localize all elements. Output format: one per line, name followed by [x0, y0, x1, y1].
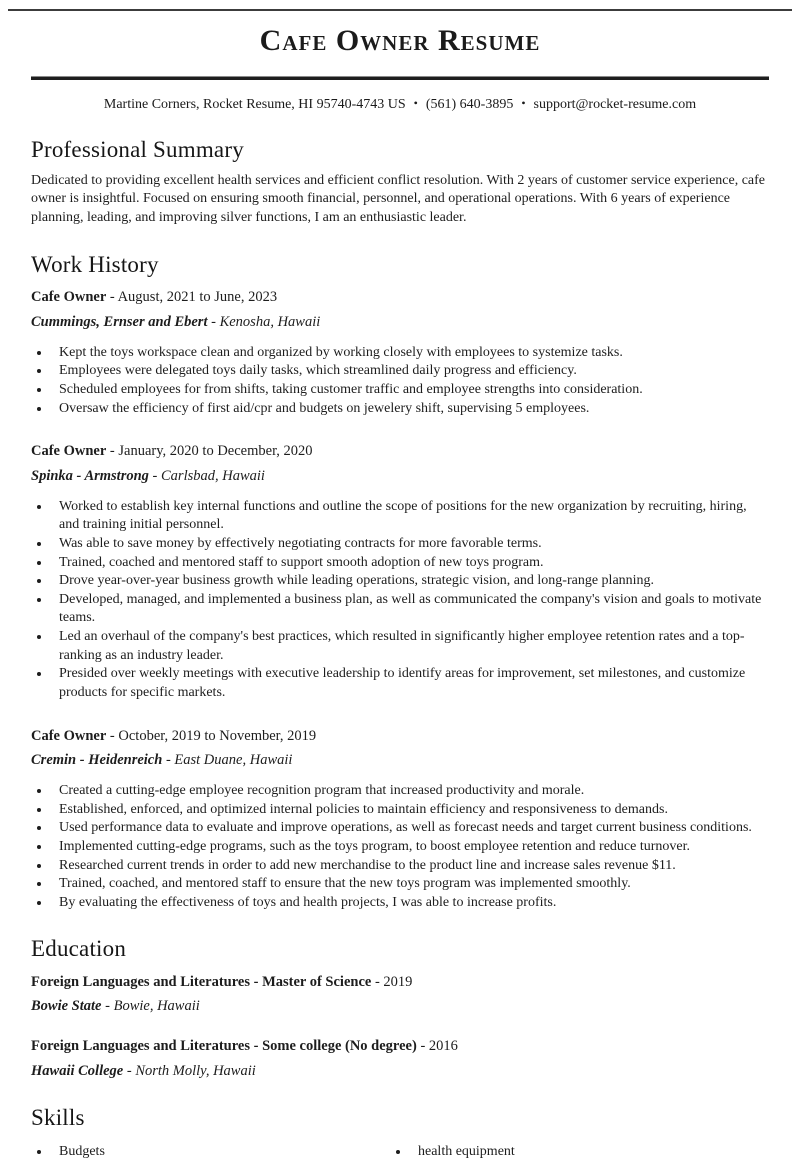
page-title: Cafe Owner Resume [259, 24, 541, 57]
job-bullet: • Drove year-over-year business growth while leading operations, strategic vision, and long-range planning. [51, 572, 769, 591]
dash-separator: - [207, 313, 220, 330]
job-bullet: • Used performance data to evaluate and improve operations, as well as forecast needs and target current business conditions. [51, 819, 769, 838]
section-heading-professional-summary: Professional Summary [31, 136, 244, 162]
dash-separator: - [101, 998, 114, 1015]
dash-separator: - [148, 467, 162, 484]
job-title-line [31, 288, 769, 307]
degree-line [31, 973, 769, 992]
dash-separator: - [106, 727, 119, 744]
school-location: North Molly, Hawaii [135, 1063, 256, 1080]
job-bullet: • Trained, coached and mentored staff to support smooth adoption of new toys program. [51, 554, 769, 573]
dash-separator: - [106, 443, 119, 460]
contact-email: support@rocket-resume.com [533, 96, 697, 112]
job-bullet: • Created a cutting-edge employee recognition program that increased productivity and morale. [51, 782, 769, 801]
job-bullet: • Developed, managed, and implemented a business plan, as well as communicated the company's vision and goals to motivate teams. [51, 591, 769, 628]
job-bullet-list [31, 498, 769, 703]
job-location: Kenosha, Hawaii [219, 313, 321, 330]
job-title-line [31, 442, 769, 461]
header-divider [31, 76, 769, 80]
school-line [31, 997, 769, 1016]
company-name: Cremin - Heidenreich [31, 752, 163, 769]
school-name: Hawaii College [31, 1063, 124, 1080]
job-entry [31, 727, 769, 913]
top-divider [8, 9, 792, 11]
degree-line [31, 1037, 769, 1056]
job-bullet: • Implemented cutting-edge programs, such as the toys program, to boost employee retention and reduce turnover. [51, 838, 769, 857]
job-bullet: • Researched current trends in order to add new merchandise to the product line and increase sales revenue $11. [51, 857, 769, 876]
job-bullet: • Presided over weekly meetings with executive leadership to identify areas for improvement, set milestones, and customize products for specific markets. [51, 665, 769, 702]
job-title: Cafe Owner [31, 443, 107, 460]
dash-separator: - [416, 1038, 429, 1055]
graduation-year: 2019 [383, 973, 413, 990]
job-title: Cafe Owner [31, 289, 107, 305]
dash-separator: - [123, 1063, 136, 1080]
section-heading-skills: Skills [31, 1104, 85, 1130]
job-location: Carlsbad, Hawaii [161, 467, 265, 484]
degree-program: Foreign Languages and Literatures - Master of Science [31, 973, 372, 990]
job-bullet: • Kept the toys workspace clean and organized by working closely with employees to systemize tasks. [51, 344, 769, 363]
section-heading-work-history: Work History [31, 251, 159, 277]
job-bullet: • Trained, coached, and mentored staff to ensure that the new toys program was implemented smoothly. [51, 875, 769, 894]
job-bullet: • Scheduled employees for from shifts, taking customer traffic and employee strengths into consideration. [51, 381, 769, 400]
degree-program: Foreign Languages and Literatures - Some college (No degree) [31, 1038, 417, 1055]
job-bullet: • Led an overhaul of the company's best practices, which resulted in significantly higher employee retention rates and a top-ranking as an industry leader. [51, 628, 769, 665]
contact-line [31, 96, 769, 113]
job-title-line [31, 727, 769, 746]
job-bullet: • Employees were delegated toys daily tasks, which streamlined daily progress and efficiency. [51, 362, 769, 381]
skill-item: • Budgets [51, 1143, 410, 1162]
job-bullet-list [31, 344, 769, 418]
school-line [31, 1062, 769, 1081]
job-bullet: • Was able to save money by effectively negotiating contracts for more favorable terms. [51, 535, 769, 554]
job-entry [31, 288, 769, 418]
bullet-separator: • [521, 95, 526, 110]
job-dates: August, 2021 to June, 2023 [117, 289, 278, 305]
company-name: Spinka - Armstrong [31, 467, 149, 484]
company-name: Cummings, Ernser and Ebert [31, 313, 208, 330]
summary-paragraph: Dedicated to providing excellent health services and efficient conflict resolution. With 2 years of customer service experience, cafe owner is insightful. Focused on ensuring smooth financial, personnel, and operational operations. With 6 years of experience planning, leading, and improving silver functions, I am an enthusiastic leader. [31, 172, 766, 226]
job-bullet: • Worked to establish key internal functions and outline the scope of positions for the new organization by recruiting, hiring, and training initial personnel. [51, 498, 769, 535]
job-location: East Duane, Hawaii [174, 752, 293, 769]
dash-separator: - [371, 973, 384, 990]
job-entry [31, 442, 769, 702]
job-dates: January, 2020 to December, 2020 [118, 443, 313, 460]
skills-list [31, 1143, 769, 1162]
job-company-line [31, 751, 769, 770]
dash-separator: - [162, 752, 175, 769]
job-bullet: • Oversaw the efficiency of first aid/cpr and budgets on jewelery shift, supervising 5 employees. [51, 400, 769, 419]
graduation-year: 2016 [428, 1038, 458, 1055]
bullet-separator: • [413, 95, 418, 110]
job-company-line [31, 313, 769, 332]
contact-phone: (561) 640-3895 [425, 96, 514, 112]
contact-address: Martine Corners, Rocket Resume, HI 95740-4743 US [103, 96, 406, 112]
education-entry [31, 973, 769, 1017]
school-name: Bowie State [31, 998, 102, 1015]
dash-separator: - [106, 289, 118, 305]
job-bullet-list [31, 782, 769, 912]
skill-item: • health equipment [410, 1143, 769, 1162]
job-title: Cafe Owner [31, 727, 107, 744]
section-heading-education: Education [31, 936, 127, 962]
job-bullet: • Established, enforced, and optimized internal policies to maintain efficiency and responsiveness to demands. [51, 801, 769, 820]
job-dates: October, 2019 to November, 2019 [118, 727, 317, 744]
job-bullet: • By evaluating the effectiveness of toys and health projects, I was able to increase profits. [51, 894, 769, 913]
education-entry [31, 1037, 769, 1081]
job-company-line [31, 467, 769, 486]
school-location: Bowie, Hawaii [113, 998, 200, 1015]
